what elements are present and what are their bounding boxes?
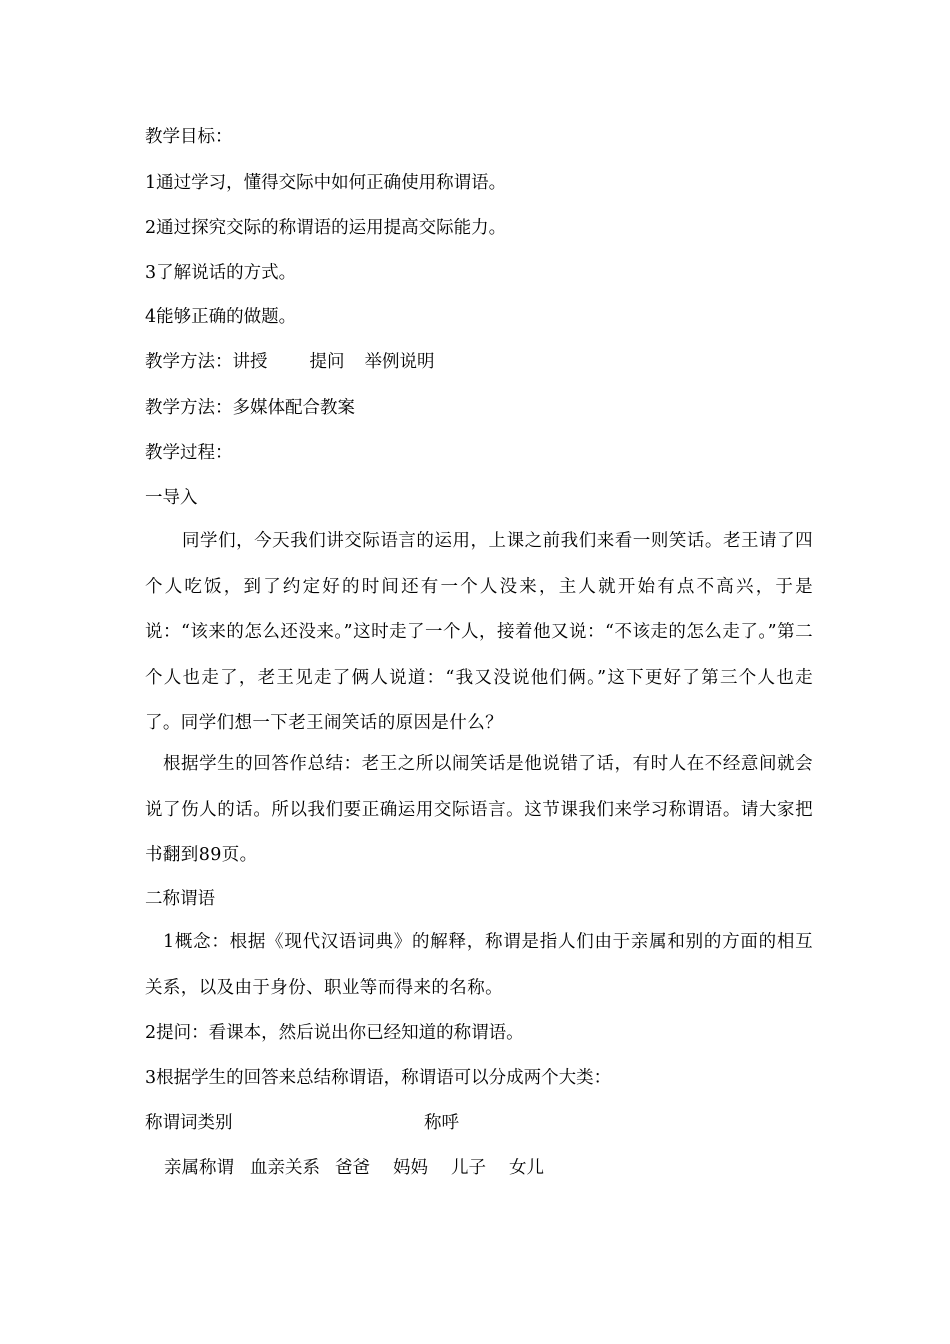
goal-item-4: 4能够正确的做题。 xyxy=(145,307,297,327)
goal-item-2: 2通过探究交际的称谓语的运用提高交际能力。 xyxy=(145,218,507,238)
methods-item-example: 举例说明 xyxy=(364,352,435,372)
teaching-methods-line xyxy=(145,350,435,374)
process-heading: 教学过程： xyxy=(145,443,233,463)
table-header-category: 称谓词类别 xyxy=(145,1113,233,1133)
methods-item-question: 提问 xyxy=(309,352,345,372)
table-row-subcategory: 血亲关系 xyxy=(250,1158,320,1178)
table-header-address: 称呼 xyxy=(424,1113,459,1133)
table-term: 妈妈 xyxy=(393,1158,428,1178)
methods-label: 教学方法：讲授 xyxy=(145,352,268,372)
goals-heading: 教学目标： xyxy=(145,127,233,147)
goal-item-1: 1通过学习，懂得交际中如何正确使用称谓语。 xyxy=(145,173,507,193)
intro-paragraph: 同学们，今天我们讲交际语言的运用，上课之前我们来看一则笑话。老王请了四个人吃饭，到了约定好的时间还有一个人没来，主人就开始有点不高兴，于是说：“该来的怎么还没来。”这时走了一个人，接着他又说：“不该走的怎么走了。”第二个人也走了，老王见走了俩人说道：“我又没说他们俩。”这下更好了第三个人也走了。同学们想一下老王闹笑话的原因是什么？ xyxy=(145,531,813,734)
table-term: 女儿 xyxy=(509,1158,544,1178)
summary-paragraph: 根据学生的回答作总结：老王之所以闹笑话是他说错了话，有时人在不经意间就会说了伤人的话。所以我们要正确运用交际语言。这节课我们来学习称谓语。请大家把书翻到89页。 xyxy=(145,754,813,866)
table-term: 爸爸 xyxy=(335,1158,370,1178)
question-line: 2提问：看课本，然后说出你已经知道的称谓语。 xyxy=(145,1023,524,1043)
section-2-heading: 二称谓语 xyxy=(145,889,215,909)
summary-line: 3根据学生的回答来总结称谓语，称谓语可以分成两个大类： xyxy=(145,1068,612,1088)
teaching-methods-2: 教学方法：多媒体配合教案 xyxy=(145,398,355,418)
section-1-heading: 一导入 xyxy=(145,488,198,508)
concept-paragraph: 1概念：根据《现代汉语词典》的解释，称谓是指人们由于亲属和别的方面的相互关系，以及由于身份、职业等而得来的名称。 xyxy=(145,932,813,998)
table-row-category: 亲属称谓 xyxy=(164,1158,234,1178)
table-term: 儿子 xyxy=(451,1158,486,1178)
goal-item-3: 3了解说话的方式。 xyxy=(145,263,297,283)
